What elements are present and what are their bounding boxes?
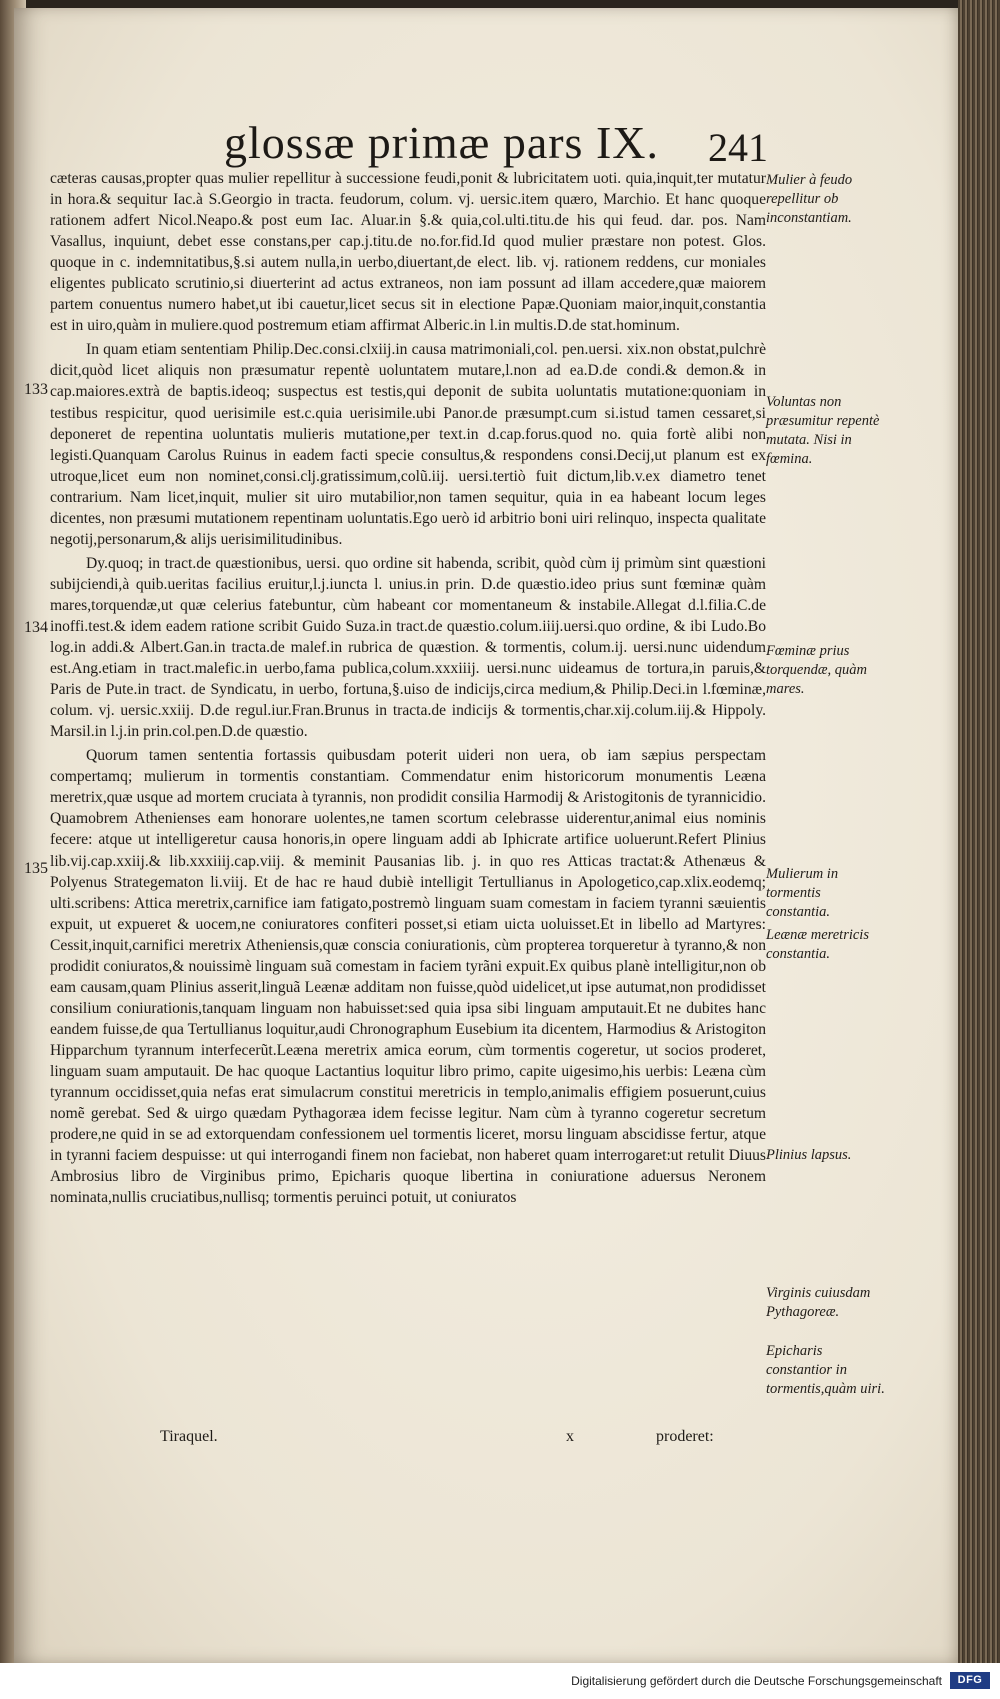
margin-note-4: Mulierum in tormentis constantia. [766,866,839,920]
signature-left: Tiraquel. [160,1428,218,1445]
paragraph-number-134: 134 [24,619,48,636]
footer-credit: Digitalisierung gefördert durch die Deutsche Forschungsgemeinschaft [571,1674,942,1688]
paragraph-1: cæteras causas,propter quas mulier repellitur à successione feudi,ponit & lubricitatem uoti. quia,inquit,ter mutatur in hora.& sequitur Iac.à S.Georgio in tracta. feudorum, colum. vj. uersic.item quæro, Marchio. Et hanc quoque rationem adfert Nicol.Neapo.& post eum Iac. Aluar.in §.& quia,col.ulti.titu.de his qui feud. dar. pos. Nam Vasallus, inquiunt, debet esse constans,per cap.j.titu.de no.for.fid.Id quod mulier præstare non potest. Glos. quoque in c. indemnitatibus,§.si autem nulla,in uerbo,diuertant,de elect. lib. vj. rationem reddens, cur moniales eligentes publicato scrutinio,si diuerterint ad actus extraneos, non iam possunt ad illam accedere,quæ maiorem partem conuentus numero habet,ut ibi cauetur,licet secus sit in electione Papæ.Quoniam maior,inquit,constantia est in uiro,quàm in muliere.quod postremum etiam affirmat Alberic.in l.in multis.D.de stat.hominum. [50,170,766,335]
margin-note-1: Mulier à feudo repellitur ob inconstantiam. [766,172,853,226]
catchword: proderet: [656,1428,714,1445]
paragraph-number-133: 133 [24,381,48,398]
paragraph-3: Dy.quoq; in tract.de quæstionibus, uersi. quo ordine sit habenda, scribit, quòd cùm ij primùm sint quæstioni subijciendi,à quib.ueritas facilius eruitur,l.j.iuncta l. unius.in prin. D.de quæstio.ideo prius sunt fœminæ quàm mares,torquendæ,ut quæ celerius fatebuntur, cùm habeant cor momentaneum & instabile.Allegat d.l.filia.C.de inoffi.test.& idem eadem ratione scribit Guido Suza.in tract.de quæstio.colum.iiij.uersi.quo ordine, & ibi Ludo.Bo log.in addi.& Albert.Gan.in tracta.de malef.in rubrica de quæstion. & tormentis, colum.ij. uersi.nunc uidendum est.Ang.etiam in tract.malefic.in uerbo,fama publica,colum.xxxiiij. uersi.nunc uideamus de tortura,in paruis,& Paris de Pute.in tract. de Syndicatu, in uerbo, fortuna,§.uiso de indicijs,circa medium,& Philip.Deci.in l.fœminæ, colum. vj. uersic.xxiij. D.de regul.iur.Fran.Brunus in tracta.de indicijs & tormentis,char.xij.colum.iij.& Hippoly. Marsil.in l.j.in prin.col.pen.D.de quæstio. [50,554,766,741]
margin-note-8: Epicharis constantior in tormentis,quàm uiri. [766,1343,885,1397]
margin-note-5: Leænæ meretricis constantia. [766,927,869,962]
margin-note-7: Virginis cuiusdam Pythagoreæ. [766,1285,871,1320]
margin-note-6: Plinius lapsus. [766,1147,852,1163]
margin-note-3: Fœminæ prius torquendæ, quàm mares. [766,643,867,697]
paragraph-4: Quorum tamen sententia fortassis quibusdam poterit uideri non uera, ob iam sæpius perspectam compertamq; mulierum in tormentis constantiam. Commendatur enim historicorum monumentis Leæna meretrix,quæ usque ad mortem cruciata à tyrannis, non prodidit consilia Harmodij & Aristogitonis de tyrannicidio. Quamobrem Athenienses eam honorare uolentes,ne tamen scortum celebrasse uiderentur,animal eius nominis fecere: atque ut intelligeretur causa honoris,in opere linguam addi ab Iphicrate artifice uoluerunt.Refert Plinius lib.vij.cap.xxiij.& lib.xxxiiij.cap.viij. & meminit Pausanias lib. j. in quo res Atticas tractat:& Athenæus & Polyenus Strategematon li.viij. Et de hac re haud dubiè intelligit Tertullianus in Apologetico,cap.xlix.eodemq; ulti.scribens: Attica meretrix,carnifice iam fatigato,postremò linguam suam comestam in faciem tyranni sæuientis expuit, ut expueret & uocem,ne coniuratores confiteri posset,si etiam uicta uoluisset.Et in libello ad Martyres: Cessit,inquit,carnifici meretrix Atheniensis,quæ conscia coniurationis, cùm propterea torqueretur à tyranno,& non prodidit coniuratos,& nouissimè linguam suã comestam in faciem tyrãni expuit.Ex quibus planè intelligitur,non ob eam causam,quam Plinius asserit,linguã Leænæ additam non fuisse,quòd uidelicet,ut ipse autumat,non prodidisset consilium coniurationis,tanquam linguam non habuisset:sed quia ipsa sibi linguam amputauit.Et ne dubites hanc eandem fuisse,de qua Tertullianus loquitur,audi Chronographum Eusebium ita dicentem, Harmodius & Aristogiton Hipparchum tyrannum interfecerũt.Leæna meretrix amica eorum, cùm tormentis cogeretur, ut socios proderet, linguam suam amputauit. De hac quoque Lactantius loquitur libro primo, capite uigesimo,his uerbis: Leæna cùm tyrannum occidisset,quia nefas erat simulacrum constitui meretricis in templo,animalis effigiem posuerunt,cuius nomẽ gerebat. Sed & uirgo quædam Pythagoræa idem fecisse legitur. Nam cùm à tyranno cogeretur secretum prodere,ne quid in se ad extorquendam confessionem uel tormentis liceret, morsu linguam abscidisse fertur, atque in tyranni faciem despuisse: ut qui interrogandi finem non faciebat, non haberet quam interrogaret:ut retulit Diuus Ambrosius libro de Virginibus primo, Epicharis quoque libertina in coniuratione aduersus Neronem nominata,nullis cruciatibus,nullisq; tormentis peruinci potuit, ut coniuratos [50,747,766,1207]
paragraph-number-135: 135 [24,860,48,877]
book-page [14,8,958,1663]
page-number: 241 [708,125,768,170]
running-head: glossæ primæ pars IX. [224,117,659,168]
page-edges [958,0,1000,1699]
paragraph-2: In quam etiam sententiam Philip.Dec.consi.clxiij.in causa matrimoniali,col. pen.uersi. xix.non obstat,pulchrè dicit,quòd licet aliquis non præsumatur repentè uoluntatem mutare,l.non ad ea.D.de condi.& demon.& in cap.maiores.extrà de baptis.ideoq; suspectus est testis,qui deponit de subita uoluntatis mutatione:quoniam in testibus respicitur, quod uerisimile est.c.quia uerisimile.ubi Panor.de præsumpt.cum si.istud tamen cessaret,si deponeret de repentina uoluntatis mulieris mutatione,per text.in d.cap.forus.quod no. quia fortè alibi non legisti.Quanquam Carolus Ruinus in eadem facti specie consultus,& respondens consi.Decij,ut planum est ex utroque,licet eum non nominet,consi.clj.gratissimum,colũ.iij. uersi.tertiò fuit dictum,lib.v.ex diametro tenet contrarium. Nam licet,inquit, mulier sit uiro mutabilior,non tamen sequitur, quia in ea habeant locum leges dicentes, non præsumi mutationem repentinam uoluntatis.Ego uerò id arbitrio boni uiri relinquo, inspecta qualitate negotij,personarum,& alijs uerisimilitudinibus. [50,341,766,548]
signature-mark: x [566,1428,574,1445]
dfg-logo-icon: DFG [950,1672,990,1689]
footer-bar [0,1663,1000,1699]
margin-note-2: Voluntas non præsumitur repentè mutata. Nisi in fœmina. [766,394,880,467]
body-text [24,168,766,1208]
